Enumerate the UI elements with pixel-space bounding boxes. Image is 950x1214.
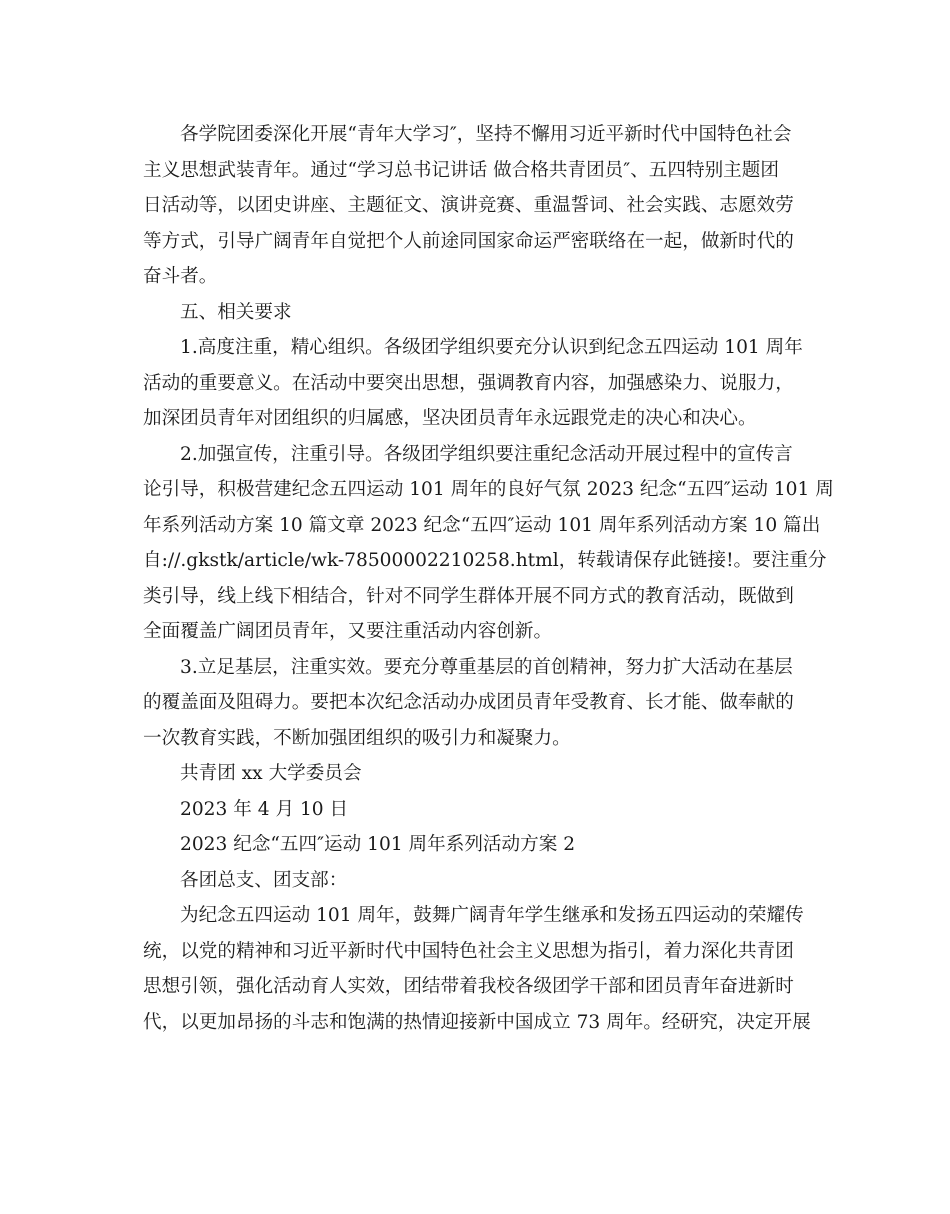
text-line: 论引导，积极营建纪念五四运动 101 周年的良好气氛 2023 纪念“五四″运动 101 周 [143, 479, 834, 500]
text-line: 五、相关要求 [180, 301, 292, 323]
text-line: 主义思想武装青年。通过“学习总书记讲话 做合格共青团员″、五四特别主题团 [143, 159, 779, 181]
text-line: 一次教育实践，不断加强团组织的吸引力和凝聚力。 [143, 727, 571, 749]
text-line: 3.立足基层，注重实效。要充分尊重基层的首创精神，努力扩大活动在基层 [180, 656, 793, 678]
text-line: 2.加强宣传，注重引导。各级团学组织要注重纪念活动开展过程中的宣传言 [180, 443, 793, 465]
section-heading-requirements [143, 295, 808, 331]
text-line: 全面覆盖广阔团员青年，又要注重活动内容创新。 [143, 621, 553, 642]
paragraph-requirement-1 [143, 330, 808, 437]
signature-organization [143, 756, 808, 792]
text-line: 为纪念五四运动 101 周年，鼓舞广阔青年学生继承和发扬五四运动的荣耀传 [180, 905, 804, 926]
paragraph-youth-study [143, 117, 808, 295]
text-line: 自://.gkstk/article/wk-78500002210258.html，转载请保存此链接!。要注重分 [143, 550, 827, 571]
paragraph-requirement-2 [143, 437, 834, 650]
text-line: 各团总支、团支部： [180, 869, 348, 891]
text-line: 年系列活动方案 10 篇文章 2023 纪念“五四″运动 101 周年系列活动方案 10 篇出 [143, 514, 821, 536]
text-line: 奋斗者。 [143, 266, 218, 287]
paragraph-plan-intro [143, 898, 811, 1040]
plan-title-2 [143, 827, 808, 863]
text-line: 加深团员青年对团组织的归属感，坚决团员青年永远跟党走的决心和决心。 [143, 408, 757, 429]
text-line: 日活动等，以团史讲座、主题征文、演讲竞赛、重温誓词、社会实践、志愿效劳 [143, 195, 794, 216]
text-line: 统，以党的精神和习近平新时代中国特色社会主义思想为指引，着力深化共青团 [143, 940, 794, 962]
text-line: 2023 年 4 月 10 日 [180, 798, 349, 820]
salutation [143, 863, 808, 899]
document-body [143, 117, 834, 1040]
text-line: 代，以更加昂扬的斗志和饱满的热情迎接新中国成立 73 周年。经研究，决定开展 [143, 1011, 811, 1033]
signature-date [143, 792, 808, 828]
text-line: 2023 纪念“五四″运动 101 周年系列活动方案 2 [180, 834, 576, 855]
text-line: 类引导，线上线下相结合，针对不同学生群体开展不同方式的教育活动，既做到 [143, 585, 794, 607]
text-line: 活动的重要意义。在活动中要突出思想，强调教育内容，加强感染力、说服力， [143, 372, 794, 394]
text-line: 各学院团委深化开展“青年大学习″，坚持不懈用习近平新时代中国特色社会 [180, 124, 792, 145]
text-line: 的覆盖面及阻碍力。要把本次纪念活动办成团员青年受教育、长才能、做奉献的 [143, 692, 794, 713]
text-line: 共青团 xx 大学委员会 [180, 763, 362, 784]
text-line: 1.高度注重，精心组织。各级团学组织要充分认识到纪念五四运动 101 周年 [180, 337, 803, 358]
paragraph-requirement-3 [143, 650, 808, 757]
text-line: 等方式，引导广阔青年自觉把个人前途同国家命运严密联络在一起，做新时代的 [143, 230, 794, 252]
text-line: 思想引领，强化活动育人实效，团结带着我校各级团学干部和团员青年奋进新时 [143, 976, 794, 997]
